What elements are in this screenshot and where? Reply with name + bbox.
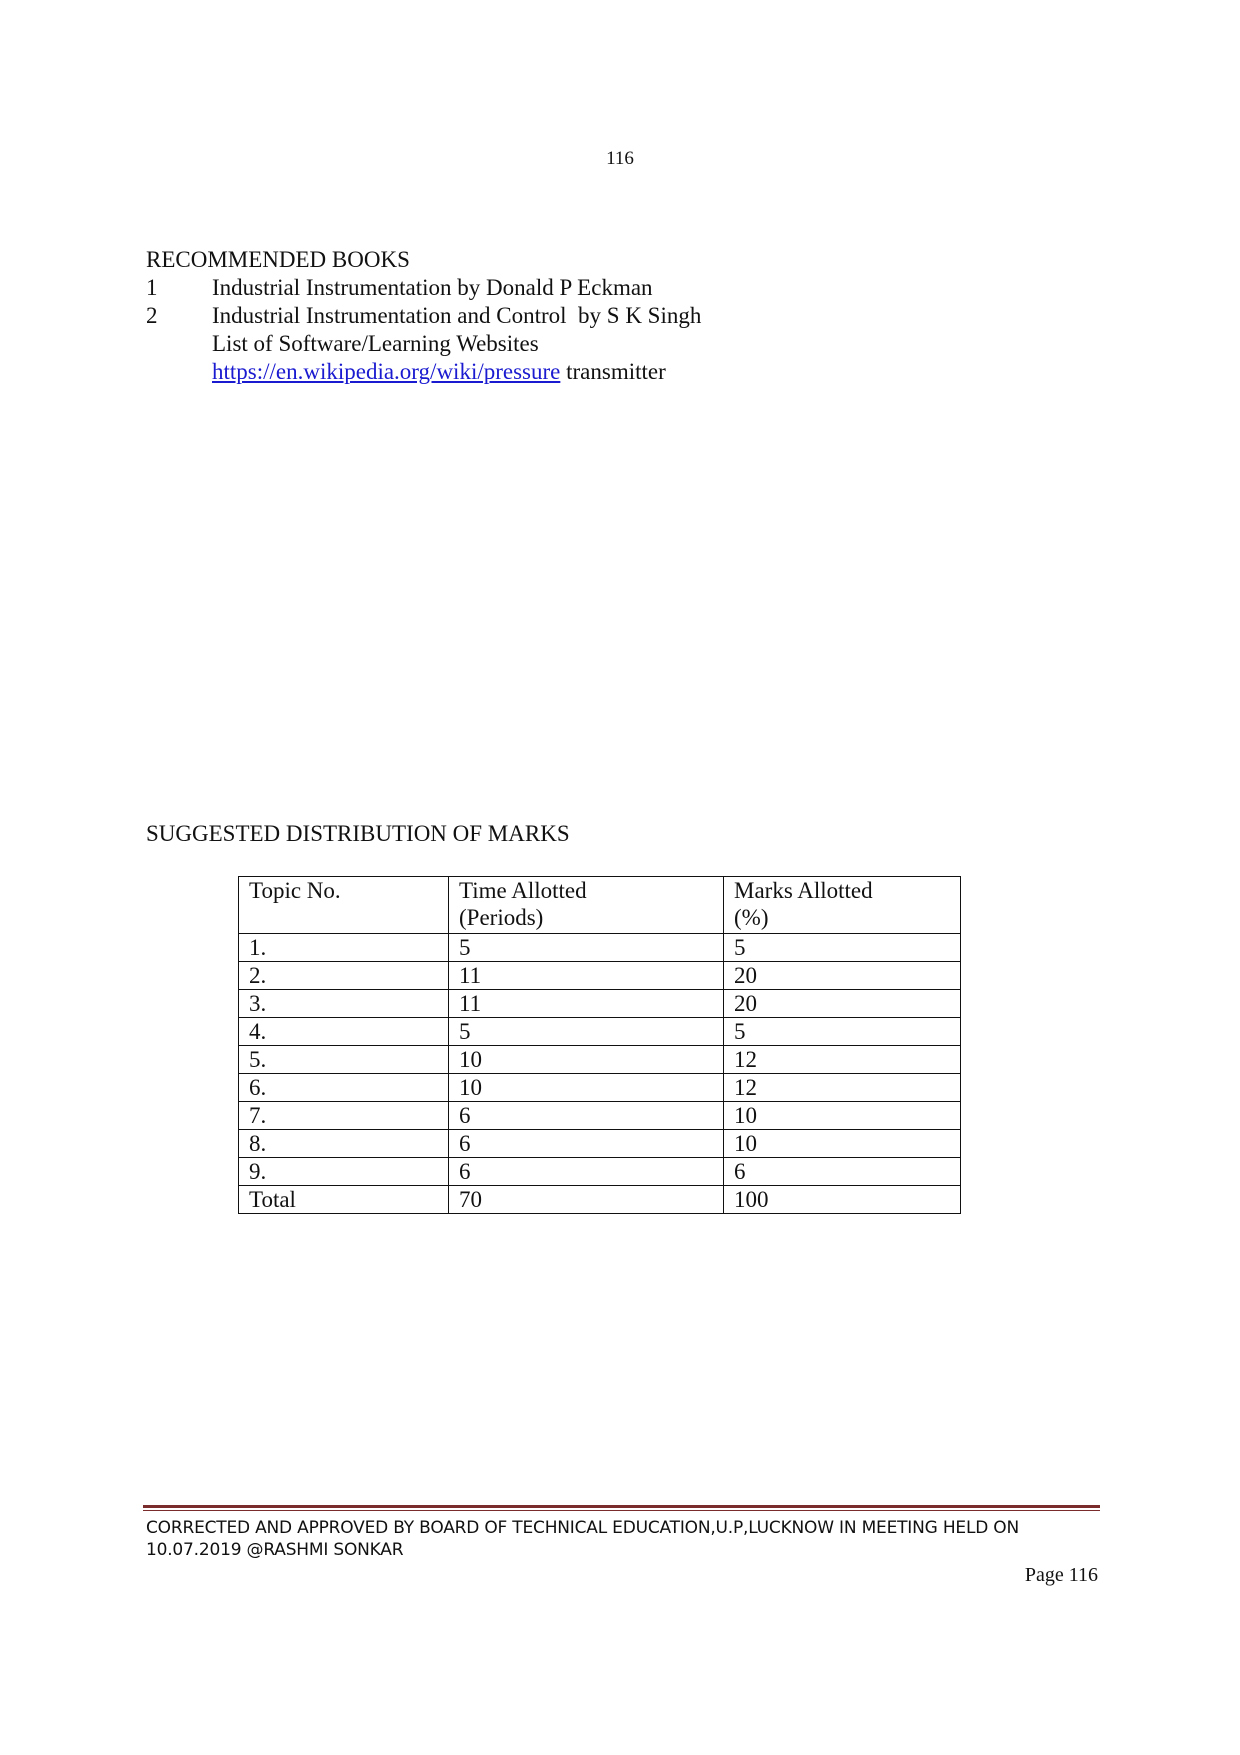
topic-cell: 4. <box>239 1018 449 1046</box>
column-header-line: Marks Allotted <box>734 878 873 903</box>
column-header-time <box>449 877 724 934</box>
book-number: 1 <box>146 275 158 300</box>
book-item <box>146 302 701 330</box>
marks-cell: 5 <box>724 934 961 962</box>
page-number-top: 116 <box>606 148 634 169</box>
topic-cell: 8. <box>239 1130 449 1158</box>
footer-divider-thick <box>143 1505 1100 1508</box>
marks-distribution-table <box>238 876 961 1214</box>
table-row <box>239 934 961 962</box>
topic-cell: 6. <box>239 1074 449 1102</box>
table-row <box>239 1158 961 1186</box>
footer-page-number: Page 116 <box>1024 1564 1098 1586</box>
book-number: 2 <box>146 303 158 328</box>
marks-cell: 20 <box>724 990 961 1018</box>
time-cell: 11 <box>449 990 724 1018</box>
footer-line: 10.07.2019 @RASHMI SONKAR <box>146 1540 404 1560</box>
recommended-books-heading: RECOMMENDED BOOKS <box>146 247 410 272</box>
topic-cell: 3. <box>239 990 449 1018</box>
marks-cell: 20 <box>724 962 961 990</box>
table-row <box>239 1102 961 1130</box>
time-cell: 5 <box>449 934 724 962</box>
time-cell: 6 <box>449 1158 724 1186</box>
website-suffix: transmitter <box>560 359 666 384</box>
marks-cell: 12 <box>724 1046 961 1074</box>
websites-heading: List of Software/Learning Websites <box>212 331 539 356</box>
column-header-line: (Periods) <box>459 905 544 930</box>
time-cell: 70 <box>449 1186 724 1214</box>
time-cell: 10 <box>449 1046 724 1074</box>
column-header-marks <box>724 877 961 934</box>
website-entry <box>146 358 701 386</box>
time-cell: 11 <box>449 962 724 990</box>
topic-cell: 1. <box>239 934 449 962</box>
column-header-line: Time Allotted <box>459 878 587 903</box>
marks-cell: 12 <box>724 1074 961 1102</box>
table-row <box>239 1074 961 1102</box>
time-cell: 6 <box>449 1102 724 1130</box>
table-header-row <box>239 877 961 934</box>
topic-cell: Total <box>239 1186 449 1214</box>
time-cell: 6 <box>449 1130 724 1158</box>
marks-cell: 100 <box>724 1186 961 1214</box>
topic-cell: 7. <box>239 1102 449 1130</box>
recommended-books-section <box>146 246 701 386</box>
table-row-total <box>239 1186 961 1214</box>
topic-cell: 9. <box>239 1158 449 1186</box>
topic-cell: 2. <box>239 962 449 990</box>
time-cell: 5 <box>449 1018 724 1046</box>
book-title: Industrial Instrumentation and Control by S K Singh <box>212 303 702 328</box>
table-row <box>239 1130 961 1158</box>
book-title: Industrial Instrumentation by Donald P Eckman <box>212 275 653 300</box>
column-header-topic <box>239 877 449 934</box>
book-item <box>146 274 701 302</box>
footer-line: CORRECTED AND APPROVED BY BOARD OF TECHNICAL EDUCATION,U.P,LUCKNOW IN MEETING HELD ON <box>146 1518 1020 1538</box>
table-row <box>239 1046 961 1074</box>
website-link[interactable]: https://en.wikipedia.org/wiki/pressure <box>212 359 561 384</box>
column-header-line: Topic No. <box>249 878 341 903</box>
marks-cell: 10 <box>724 1102 961 1130</box>
marks-cell: 6 <box>724 1158 961 1186</box>
table-row <box>239 990 961 1018</box>
marks-cell: 5 <box>724 1018 961 1046</box>
footer-divider <box>143 1505 1100 1511</box>
footer-approval-text <box>146 1517 1106 1561</box>
table-row <box>239 1018 961 1046</box>
footer-divider-thin <box>143 1510 1100 1511</box>
marks-distribution-heading: SUGGESTED DISTRIBUTION OF MARKS <box>146 821 570 846</box>
table-row <box>239 962 961 990</box>
topic-cell: 5. <box>239 1046 449 1074</box>
column-header-line: (%) <box>734 905 769 930</box>
time-cell: 10 <box>449 1074 724 1102</box>
marks-cell: 10 <box>724 1130 961 1158</box>
